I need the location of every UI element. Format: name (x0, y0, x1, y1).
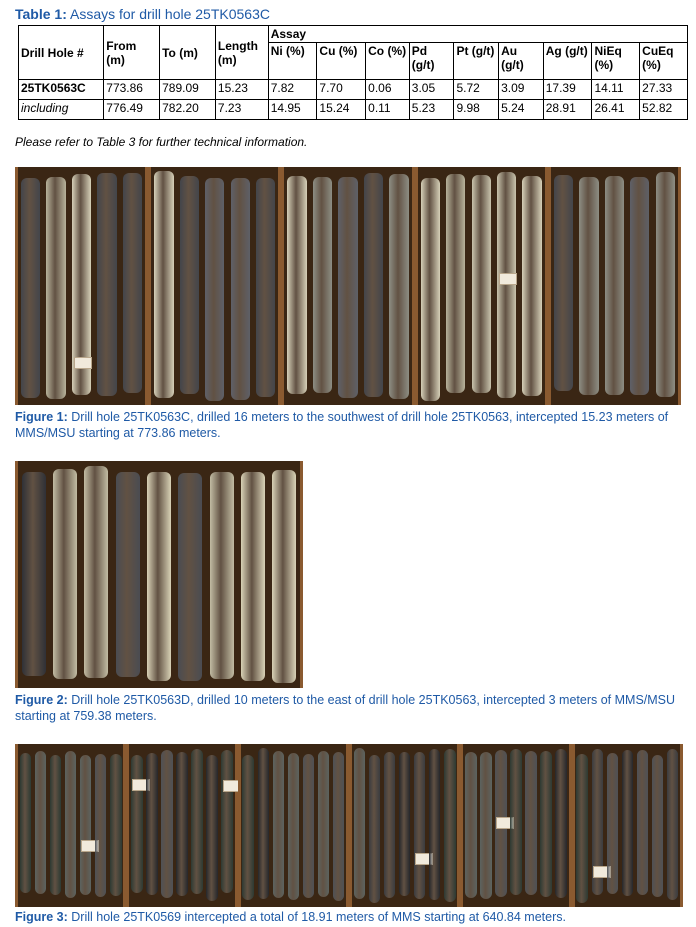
drill-core (176, 752, 187, 896)
drill-core (389, 174, 408, 399)
drill-core (123, 173, 142, 393)
drill-core (287, 176, 306, 394)
cell-nieq: 14.11 (592, 80, 640, 100)
core-box-photo-3 (15, 744, 683, 907)
cell-cu: 15.24 (317, 100, 366, 120)
header-ag: Ag (g/t) (543, 43, 592, 80)
drill-core (522, 176, 541, 396)
drill-core (414, 752, 425, 899)
header-ni: Ni (%) (268, 43, 317, 80)
cell-pd: 3.05 (409, 80, 454, 100)
figure-1-caption (15, 409, 690, 441)
cell-length: 7.23 (215, 100, 268, 120)
core-tray (572, 744, 683, 907)
drill-core (97, 173, 116, 396)
drill-core (84, 466, 108, 678)
table-title-text: Assays for drill hole 25TK0563C (66, 6, 270, 22)
drill-core (146, 753, 157, 895)
cell-co: 0.06 (366, 80, 410, 100)
cell-drill-hole: including (19, 100, 104, 120)
header-length: Length (m) (215, 26, 268, 80)
core-depth-tag (499, 273, 517, 285)
figure-3-text: Drill hole 25TK0569 intercepted a total of 18.91 meters of MMS starting at 640.84 meters. (67, 910, 566, 924)
drill-core (303, 754, 314, 898)
core-tray (238, 744, 349, 907)
header-au: Au (g/t) (499, 43, 544, 80)
drill-core (472, 175, 491, 393)
drill-core (241, 472, 265, 681)
drill-core (116, 472, 140, 677)
header-cu: Cu (%) (317, 43, 366, 80)
drill-core (180, 176, 199, 395)
drill-core (540, 751, 551, 897)
core-box-photo-2 (15, 461, 303, 688)
drill-core (576, 754, 587, 903)
core-depth-tag (74, 357, 92, 369)
drill-core (313, 177, 332, 393)
table-title (15, 6, 270, 22)
core-tray (148, 167, 281, 405)
cell-length: 15.23 (215, 80, 268, 100)
drill-core (256, 178, 275, 397)
drill-core (20, 753, 31, 893)
header-pt: Pt (g/t) (454, 43, 499, 80)
cell-to: 782.20 (160, 100, 216, 120)
drill-core (656, 172, 675, 398)
figure-3-caption (15, 909, 690, 925)
drill-core (338, 177, 357, 398)
drill-core (333, 752, 344, 901)
drill-core (667, 749, 678, 900)
drill-core (50, 755, 61, 895)
drill-core (480, 752, 491, 898)
drill-core (421, 178, 440, 400)
cell-pt: 5.72 (454, 80, 499, 100)
drill-core (525, 751, 536, 895)
drill-core (178, 473, 202, 681)
drill-core (221, 750, 232, 893)
cell-pt: 9.98 (454, 100, 499, 120)
drill-core (622, 750, 633, 896)
header-co: Co (%) (366, 43, 410, 80)
cell-from: 776.49 (104, 100, 160, 120)
drill-core (191, 749, 202, 895)
drill-core (444, 749, 455, 902)
figure-3-label: Figure 3: (15, 910, 68, 924)
figure-2-label: Figure 2: (15, 693, 68, 707)
cell-au: 5.24 (499, 100, 544, 120)
drill-core (318, 751, 329, 897)
drill-core (22, 472, 46, 675)
core-tray (15, 744, 126, 907)
header-nieq: NiEq (%) (592, 43, 640, 80)
figure-2-caption (15, 692, 690, 724)
cell-cueq: 52.82 (640, 100, 688, 120)
cell-ag: 28.91 (543, 100, 592, 120)
drill-core (354, 748, 365, 899)
drill-core (206, 755, 217, 902)
header-pd: Pd (g/t) (409, 43, 454, 80)
drill-core (605, 176, 624, 395)
core-tray (460, 744, 571, 907)
drill-core (161, 750, 172, 898)
core-tray (349, 744, 460, 907)
drill-core (384, 752, 395, 898)
header-cueq: CuEq (%) (640, 43, 688, 80)
drill-core (510, 749, 521, 896)
cell-nieq: 26.41 (592, 100, 640, 120)
drill-core (288, 753, 299, 901)
drill-core (369, 755, 380, 902)
header-to: To (m) (160, 26, 216, 80)
drill-core (272, 470, 296, 682)
drill-core (607, 753, 618, 894)
drill-core (131, 755, 142, 893)
drill-core (65, 751, 76, 898)
cell-cu: 7.70 (317, 80, 366, 100)
figure-1-label: Figure 1: (15, 410, 68, 424)
drill-core (465, 752, 476, 898)
drill-core (637, 750, 648, 895)
figure-2-text: Drill hole 25TK0563D, drilled 10 meters to the east of drill hole 25TK0563, intercepted 3 meters of MMS/MSU starting at 759.38 meters. (15, 693, 676, 723)
drill-core (258, 748, 269, 899)
core-tray (15, 461, 303, 688)
table-row (19, 100, 688, 120)
drill-core (110, 754, 121, 896)
cell-pd: 5.23 (409, 100, 454, 120)
drill-core (35, 751, 46, 893)
header-drill-hole: Drill Hole # (19, 26, 104, 80)
core-box-photo-1 (15, 167, 681, 405)
drill-core (95, 754, 106, 898)
drill-core (231, 178, 250, 400)
cell-cueq: 27.33 (640, 80, 688, 100)
drill-core (21, 178, 40, 398)
drill-core (652, 755, 663, 898)
header-from: From (m) (104, 26, 160, 80)
drill-core (429, 749, 440, 900)
drill-core (273, 751, 284, 899)
table-title-label: Table 1: (15, 6, 67, 22)
drill-core (399, 752, 410, 896)
core-tray (548, 167, 681, 405)
drill-core (210, 472, 234, 679)
drill-core (205, 178, 224, 401)
drill-core (446, 174, 465, 393)
cell-au: 3.09 (499, 80, 544, 100)
drill-core (364, 173, 383, 397)
table-note: Please refer to Table 3 for further technical information. (15, 135, 308, 149)
core-tray (281, 167, 414, 405)
cell-ni: 14.95 (268, 100, 317, 120)
drill-core (80, 755, 91, 895)
drill-core (579, 177, 598, 395)
cell-from: 773.86 (104, 80, 160, 100)
drill-core (554, 175, 573, 391)
drill-core (46, 177, 65, 399)
cell-ag: 17.39 (543, 80, 592, 100)
core-tray (15, 167, 148, 405)
core-tray (415, 167, 548, 405)
cell-co: 0.11 (366, 100, 410, 120)
figure-1-text: Drill hole 25TK0563C, drilled 16 meters to the southwest of drill hole 25TK0563, intercepted 15.23 meters of MMS/MSU starting at 773.86 meters. (15, 410, 669, 440)
drill-core (630, 177, 649, 395)
assay-table (18, 25, 688, 120)
header-assay-group: Assay (268, 26, 687, 43)
drill-core (154, 171, 173, 398)
drill-core (53, 469, 77, 678)
cell-to: 789.09 (160, 80, 216, 100)
cell-ni: 7.82 (268, 80, 317, 100)
table-row (19, 80, 688, 100)
cell-drill-hole: 25TK0563C (19, 80, 104, 100)
core-tray (126, 744, 237, 907)
drill-core (147, 472, 171, 681)
drill-core (242, 755, 253, 900)
drill-core (555, 749, 566, 898)
